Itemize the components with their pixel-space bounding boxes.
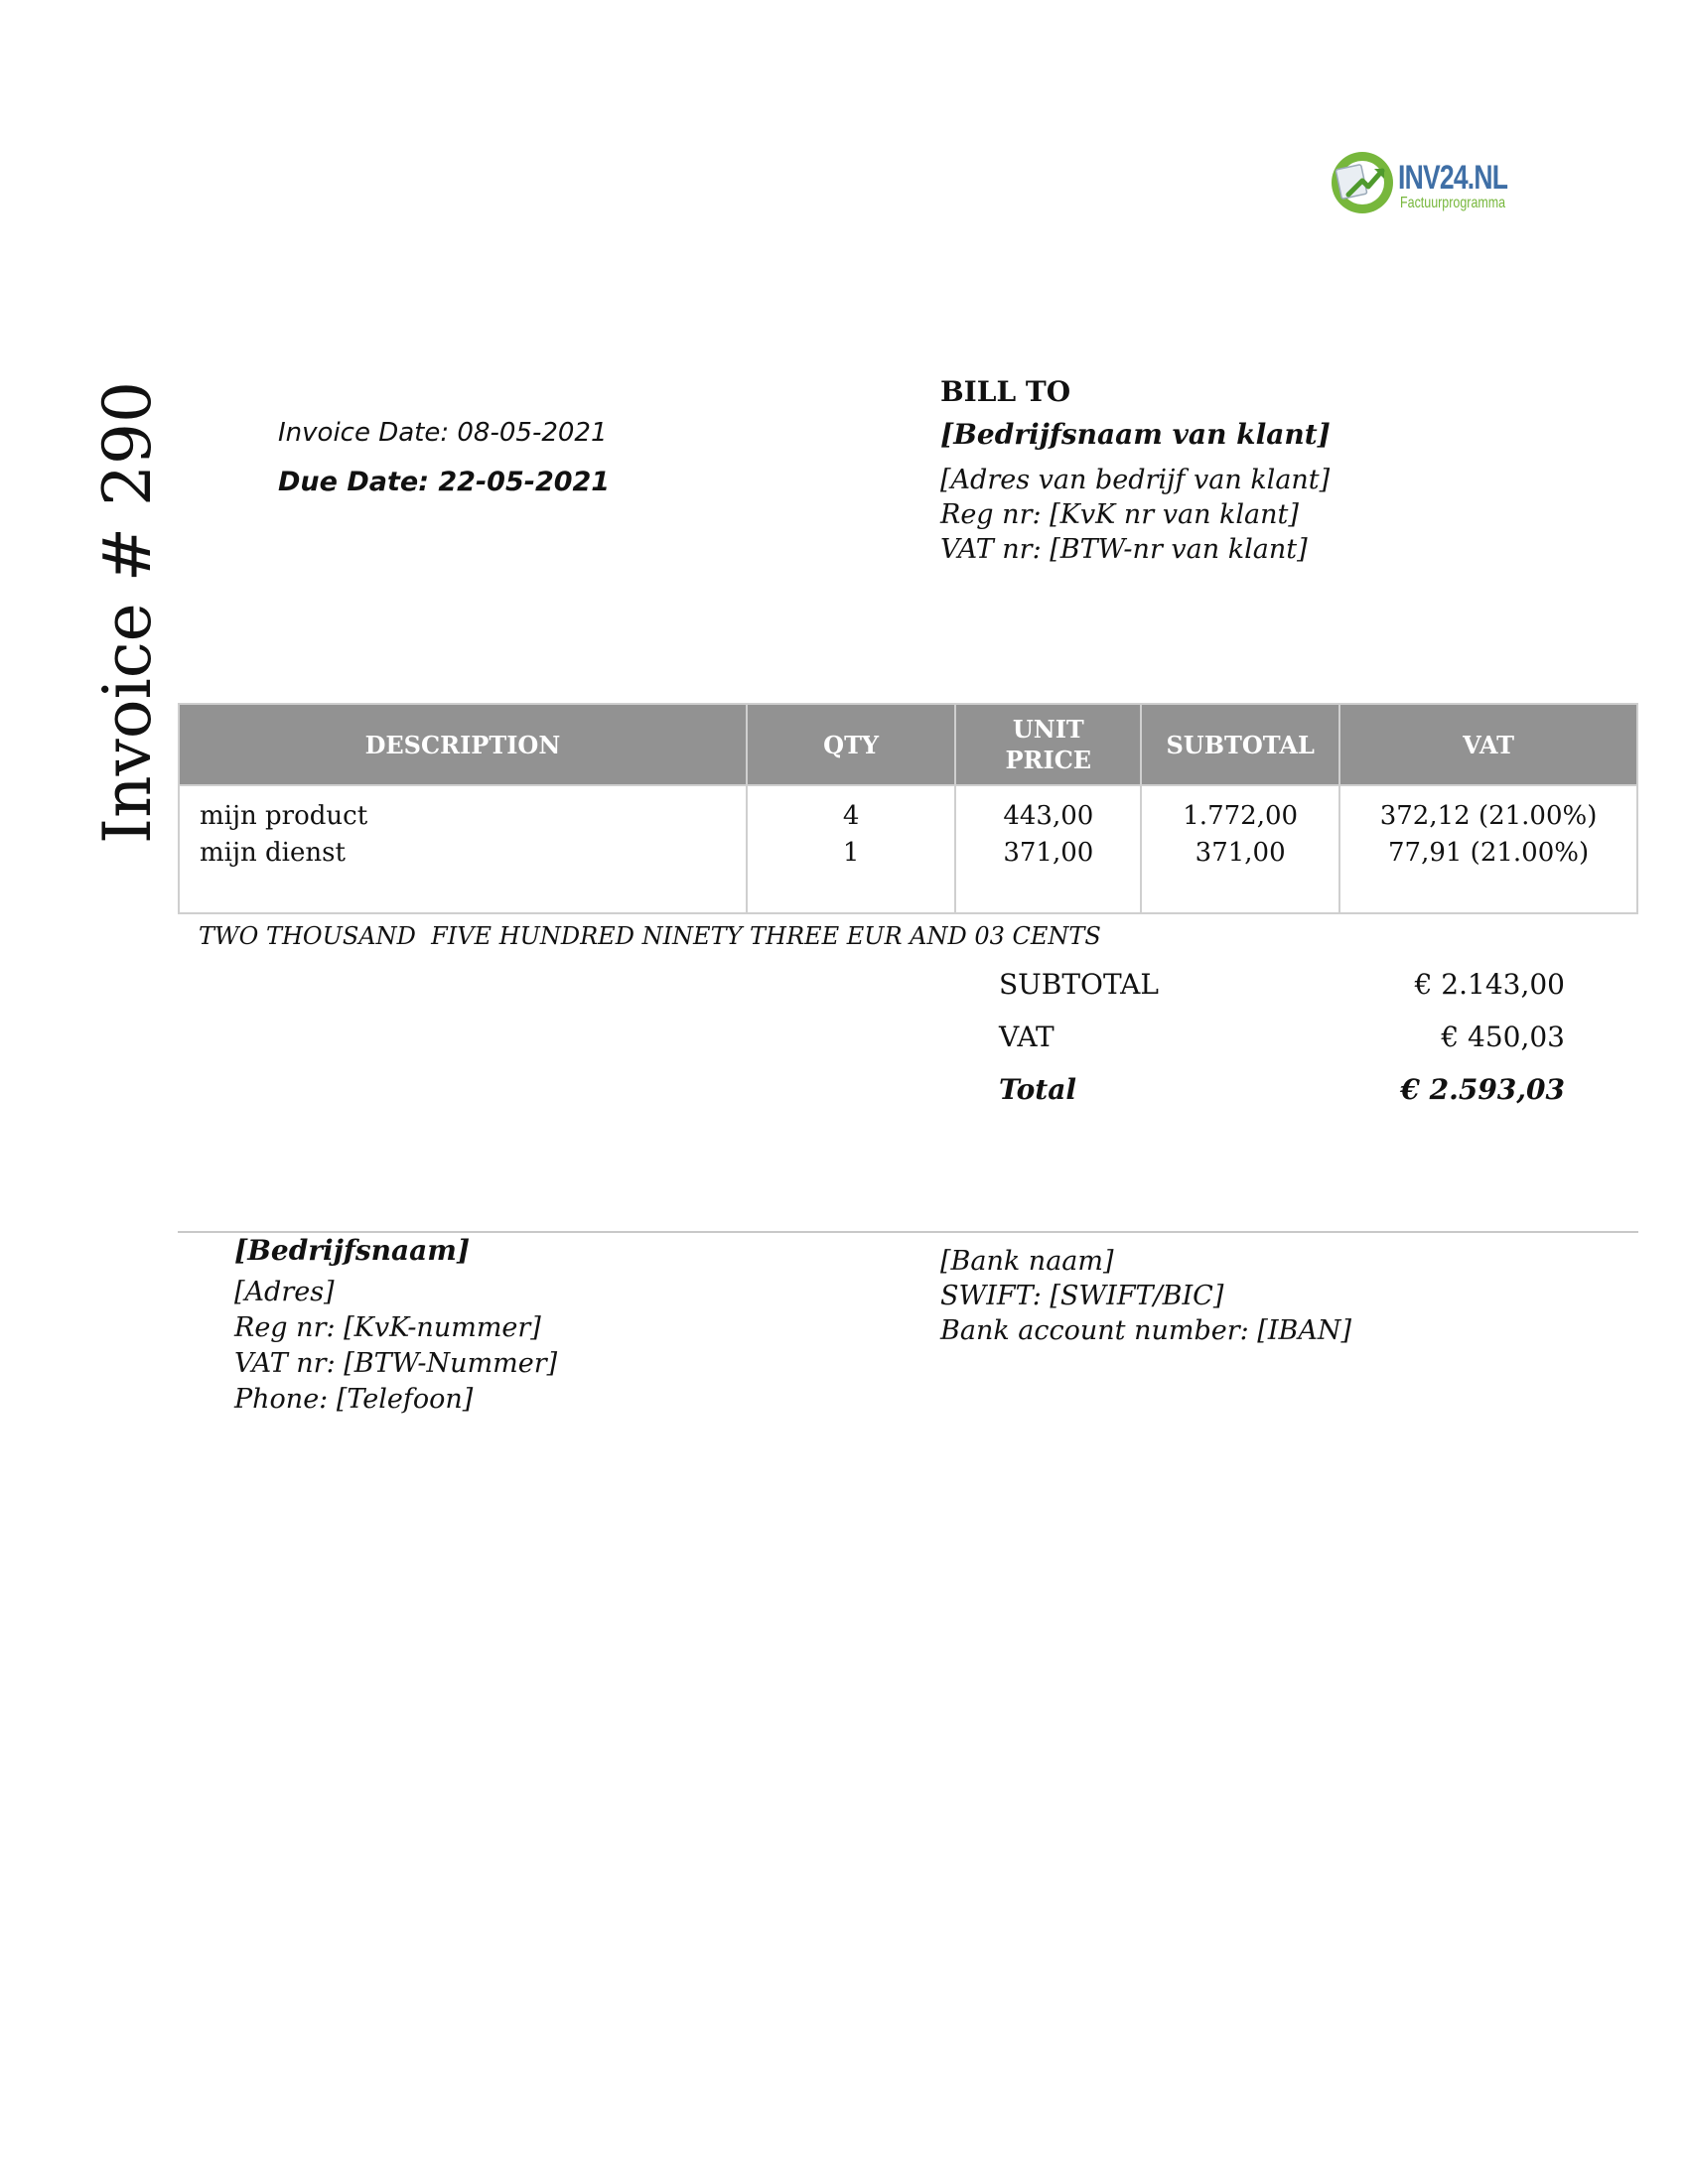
item-unit-price: 371,00	[1003, 838, 1094, 868]
bank-name: [Bank naam]	[940, 1246, 1114, 1277]
subtotal-value: € 2.143,00	[1414, 968, 1565, 1001]
item-subtotal: 1.772,00	[1183, 801, 1299, 831]
table-header-row	[179, 704, 1637, 785]
amount-in-words: TWO THOUSAND FIVE HUNDRED NINETY THREE EUR AND 03 CENTS	[199, 922, 1101, 950]
footer-divider	[178, 1231, 1638, 1233]
col-header-qty: QTY	[747, 704, 956, 785]
cell-descriptions	[179, 785, 747, 913]
bank-block	[940, 1244, 1351, 1348]
subtotal-row	[999, 968, 1595, 1021]
company-vat: VAT nr: [BTW-Nummer]	[234, 1348, 558, 1379]
company-name: [Bedrijfsnaam]	[234, 1234, 471, 1267]
total-value: € 2.593,03	[1400, 1073, 1565, 1106]
brand-logo	[1329, 149, 1527, 220]
bill-to-company: [Bedrijfsnaam van klant]	[940, 418, 1331, 451]
item-vat: 372,12 (21.00%)	[1379, 801, 1598, 831]
company-phone: Phone: [Telefoon]	[234, 1384, 474, 1415]
subtotal-label: SUBTOTAL	[999, 968, 1159, 1001]
cell-vat	[1339, 785, 1637, 913]
logo-brand-text: INV24.NL	[1398, 159, 1508, 197]
item-qty: 4	[842, 801, 860, 831]
bill-to-block	[940, 375, 1331, 567]
bill-to-address: [Adres van bedrijf van klant]	[940, 465, 1331, 495]
vat-row	[999, 1021, 1595, 1073]
item-description: mijn product	[200, 801, 368, 831]
item-vat: 77,91 (21.00%)	[1387, 838, 1590, 868]
invoice-date: Invoice Date: 08-05-2021	[278, 418, 608, 448]
invoice-number-title: Invoice # 290	[89, 381, 166, 844]
col-header-subtotal: SUBTOTAL	[1141, 704, 1339, 785]
col-header-unit-price-line1: UNIT	[1012, 715, 1084, 744]
cell-unit-price	[955, 785, 1141, 913]
col-header-vat: VAT	[1339, 704, 1637, 785]
bill-to-reg: Reg nr: [KvK nr van klant]	[940, 499, 1299, 530]
total-row	[999, 1073, 1595, 1126]
bank-swift: SWIFT: [SWIFT/BIC]	[940, 1281, 1224, 1311]
company-reg: Reg nr: [KvK-nummer]	[234, 1312, 541, 1343]
bank-account: Bank account number: [IBAN]	[940, 1315, 1352, 1346]
due-date: Due Date: 22-05-2021	[278, 467, 611, 497]
logo-mark-icon	[1329, 149, 1396, 216]
vat-value: € 450,03	[1441, 1021, 1565, 1053]
cell-subtotal	[1141, 785, 1339, 913]
item-subtotal: 371,00	[1195, 838, 1286, 868]
col-header-unit-price	[955, 704, 1141, 785]
company-address: [Adres]	[234, 1277, 335, 1307]
table-row	[179, 785, 1637, 913]
logo-tagline: Factuurprogramma	[1400, 195, 1506, 211]
col-header-unit-price-line2: PRICE	[1005, 746, 1092, 774]
vat-label: VAT	[999, 1021, 1055, 1053]
col-header-description: DESCRIPTION	[179, 704, 747, 785]
line-items-table	[178, 703, 1638, 914]
item-qty: 1	[842, 838, 860, 868]
totals-block	[999, 968, 1595, 1126]
bill-to-vat: VAT nr: [BTW-nr van klant]	[940, 534, 1308, 565]
item-unit-price: 443,00	[1003, 801, 1094, 831]
bill-to-heading: BILL TO	[940, 375, 1071, 408]
company-block	[234, 1234, 557, 1418]
cell-qty	[747, 785, 956, 913]
total-label: Total	[999, 1073, 1077, 1106]
item-description: mijn dienst	[200, 838, 346, 868]
